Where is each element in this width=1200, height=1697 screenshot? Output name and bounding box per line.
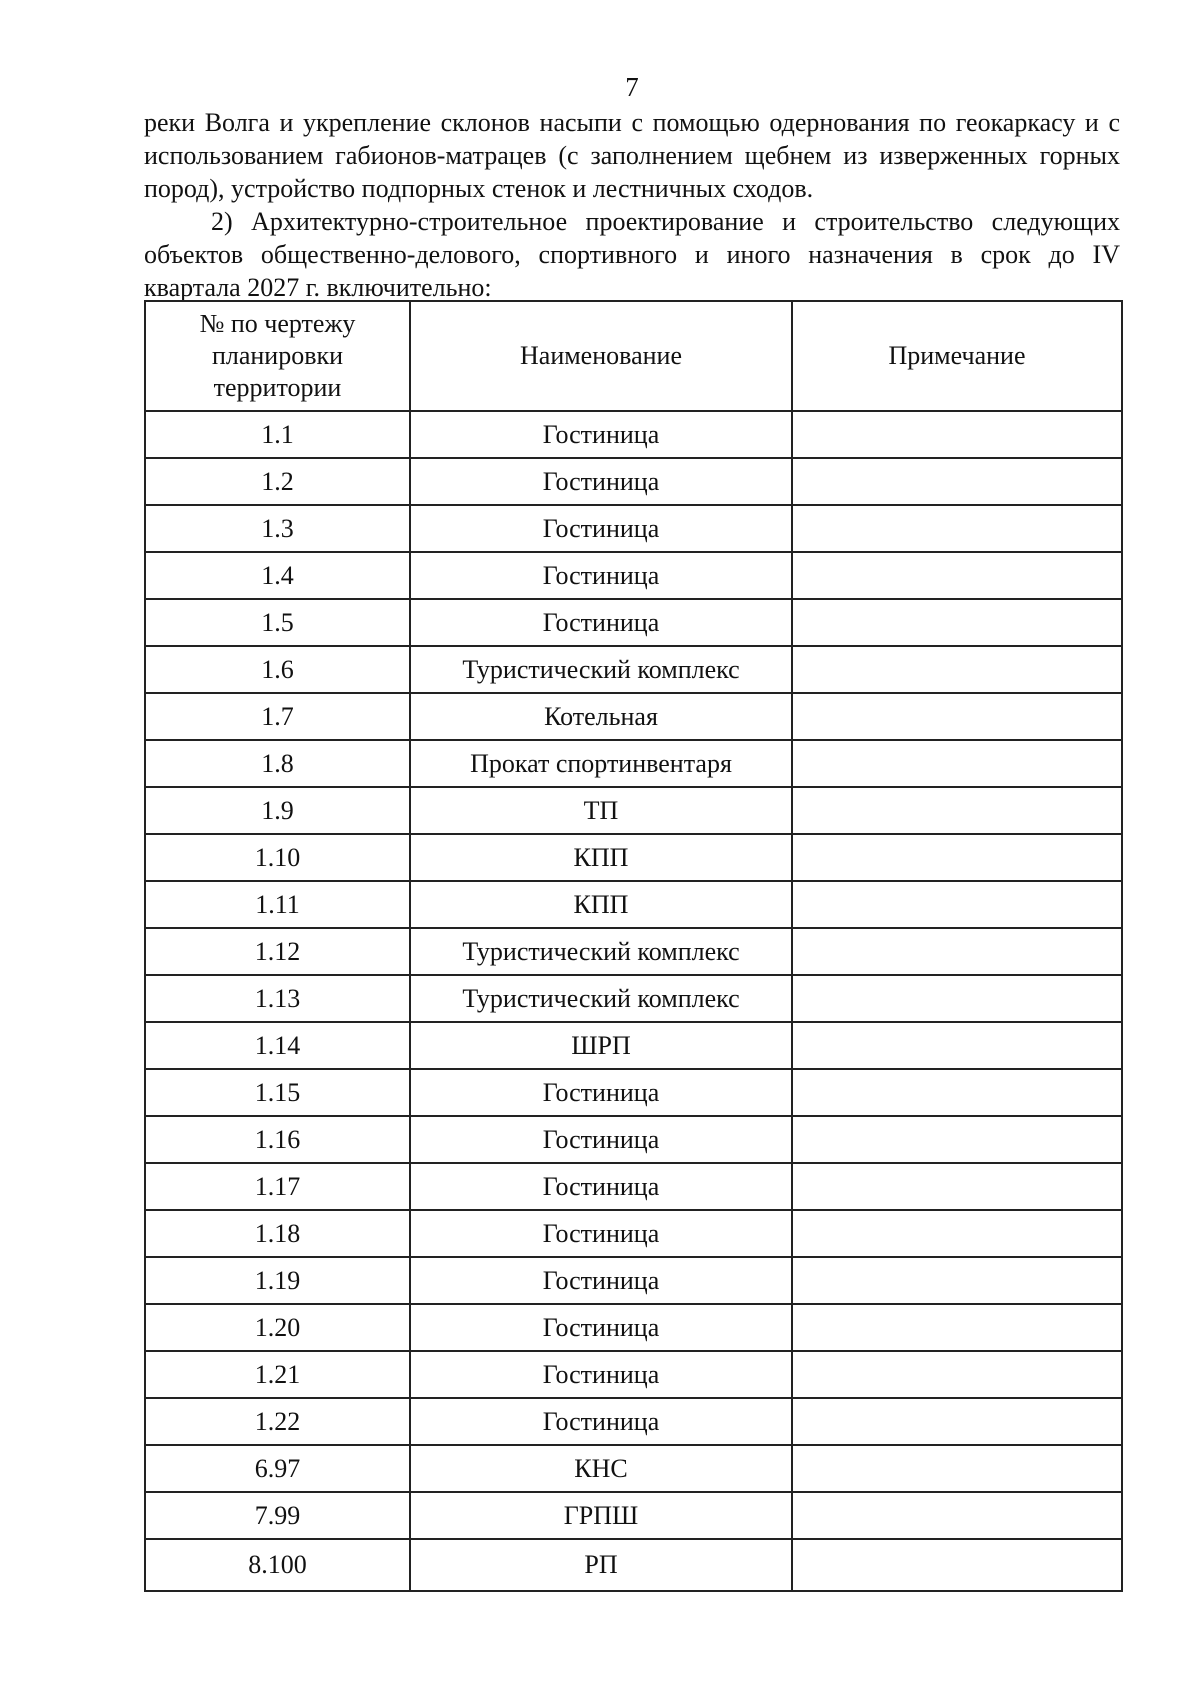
table-row [145, 1398, 1122, 1445]
paragraph-item-2: 2) Архитектурно-строительное проектирование и строительство следующих объектов общественно-делового, спортивного и иного назначения в срок до IV квартала 2027 г. включительно: [144, 207, 1120, 302]
table-row [145, 1210, 1122, 1257]
table-row [145, 1445, 1122, 1492]
paragraph-continuation: реки Волга и укрепление склонов насыпи с помощью одернования по геокаркасу и с использованием габионов-матрацев (с заполнением щебнем из изверженных горных пород), устройство подпорных стенок и лестничных сходов. [144, 108, 1120, 203]
cell-note [792, 787, 1122, 834]
body-text [144, 106, 1120, 304]
cell-note [792, 1022, 1122, 1069]
table-row [145, 1069, 1122, 1116]
table-row [145, 1257, 1122, 1304]
cell-name: ШРП [410, 1022, 792, 1069]
cell-name: Гостиница [410, 1163, 792, 1210]
cell-note [792, 1445, 1122, 1492]
cell-note [792, 458, 1122, 505]
cell-number: 1.20 [145, 1304, 410, 1351]
cell-note [792, 881, 1122, 928]
table-row [145, 693, 1122, 740]
cell-name: Гостиница [410, 411, 792, 458]
cell-name: Гостиница [410, 458, 792, 505]
cell-note [792, 1492, 1122, 1539]
cell-note [792, 928, 1122, 975]
cell-number: 1.13 [145, 975, 410, 1022]
table-row [145, 834, 1122, 881]
cell-note [792, 1539, 1122, 1591]
cell-note [792, 411, 1122, 458]
cell-number: 1.2 [145, 458, 410, 505]
table-row [145, 505, 1122, 552]
cell-number: 1.3 [145, 505, 410, 552]
table-row [145, 1492, 1122, 1539]
table-header-row [145, 301, 1122, 411]
cell-number: 1.4 [145, 552, 410, 599]
table-row [145, 552, 1122, 599]
cell-number: 1.19 [145, 1257, 410, 1304]
cell-number: 1.8 [145, 740, 410, 787]
cell-name: Гостиница [410, 552, 792, 599]
cell-name: Гостиница [410, 505, 792, 552]
objects-table [144, 300, 1123, 1592]
cell-note [792, 834, 1122, 881]
table-row [145, 1022, 1122, 1069]
table-row [145, 646, 1122, 693]
cell-note [792, 1398, 1122, 1445]
cell-note [792, 1069, 1122, 1116]
page-number: 7 [625, 72, 639, 102]
table-row [145, 975, 1122, 1022]
table-body [145, 411, 1122, 1591]
cell-name: Гостиница [410, 1304, 792, 1351]
cell-name: Прокат спортинвентаря [410, 740, 792, 787]
cell-number: 1.17 [145, 1163, 410, 1210]
cell-name: Туристический комплекс [410, 646, 792, 693]
cell-note [792, 1210, 1122, 1257]
cell-name: Гостиница [410, 1116, 792, 1163]
cell-name: Гостиница [410, 1257, 792, 1304]
cell-number: 1.6 [145, 646, 410, 693]
table-row [145, 1116, 1122, 1163]
cell-name: КНС [410, 1445, 792, 1492]
cell-note [792, 693, 1122, 740]
header-name: Наименование [410, 301, 792, 411]
cell-name: Туристический комплекс [410, 928, 792, 975]
cell-number: 1.1 [145, 411, 410, 458]
table-row [145, 1163, 1122, 1210]
cell-number: 1.14 [145, 1022, 410, 1069]
cell-note [792, 740, 1122, 787]
table-row [145, 881, 1122, 928]
table-row [145, 458, 1122, 505]
cell-name: Котельная [410, 693, 792, 740]
cell-number: 1.12 [145, 928, 410, 975]
cell-number: 1.15 [145, 1069, 410, 1116]
cell-name: КПП [410, 881, 792, 928]
table-row [145, 411, 1122, 458]
cell-number: 1.5 [145, 599, 410, 646]
cell-note [792, 1163, 1122, 1210]
cell-name: ТП [410, 787, 792, 834]
cell-number: 1.11 [145, 881, 410, 928]
cell-number: 6.97 [145, 1445, 410, 1492]
cell-number: 1.10 [145, 834, 410, 881]
cell-name: Гостиница [410, 1210, 792, 1257]
cell-name: Туристический комплекс [410, 975, 792, 1022]
cell-number: 1.16 [145, 1116, 410, 1163]
cell-name: Гостиница [410, 1069, 792, 1116]
table-row [145, 928, 1122, 975]
cell-note [792, 552, 1122, 599]
cell-name: КПП [410, 834, 792, 881]
cell-note [792, 1304, 1122, 1351]
table-row [145, 599, 1122, 646]
cell-name: Гостиница [410, 1351, 792, 1398]
header-number: № по чертежу планировки территории [145, 301, 410, 411]
table-row [145, 1351, 1122, 1398]
cell-note [792, 1116, 1122, 1163]
cell-number: 1.9 [145, 787, 410, 834]
cell-note [792, 646, 1122, 693]
cell-note [792, 1257, 1122, 1304]
cell-number: 1.21 [145, 1351, 410, 1398]
cell-note [792, 1351, 1122, 1398]
table-row [145, 740, 1122, 787]
cell-number: 1.18 [145, 1210, 410, 1257]
cell-name: Гостиница [410, 1398, 792, 1445]
table-row [145, 1304, 1122, 1351]
cell-number: 8.100 [145, 1539, 410, 1591]
cell-name: ГРПШ [410, 1492, 792, 1539]
cell-name: Гостиница [410, 599, 792, 646]
cell-number: 1.7 [145, 693, 410, 740]
table-row [145, 1539, 1122, 1591]
table-row [145, 787, 1122, 834]
cell-number: 7.99 [145, 1492, 410, 1539]
cell-number: 1.22 [145, 1398, 410, 1445]
cell-note [792, 975, 1122, 1022]
header-note: Примечание [792, 301, 1122, 411]
cell-note [792, 599, 1122, 646]
cell-name: РП [410, 1539, 792, 1591]
cell-note [792, 505, 1122, 552]
